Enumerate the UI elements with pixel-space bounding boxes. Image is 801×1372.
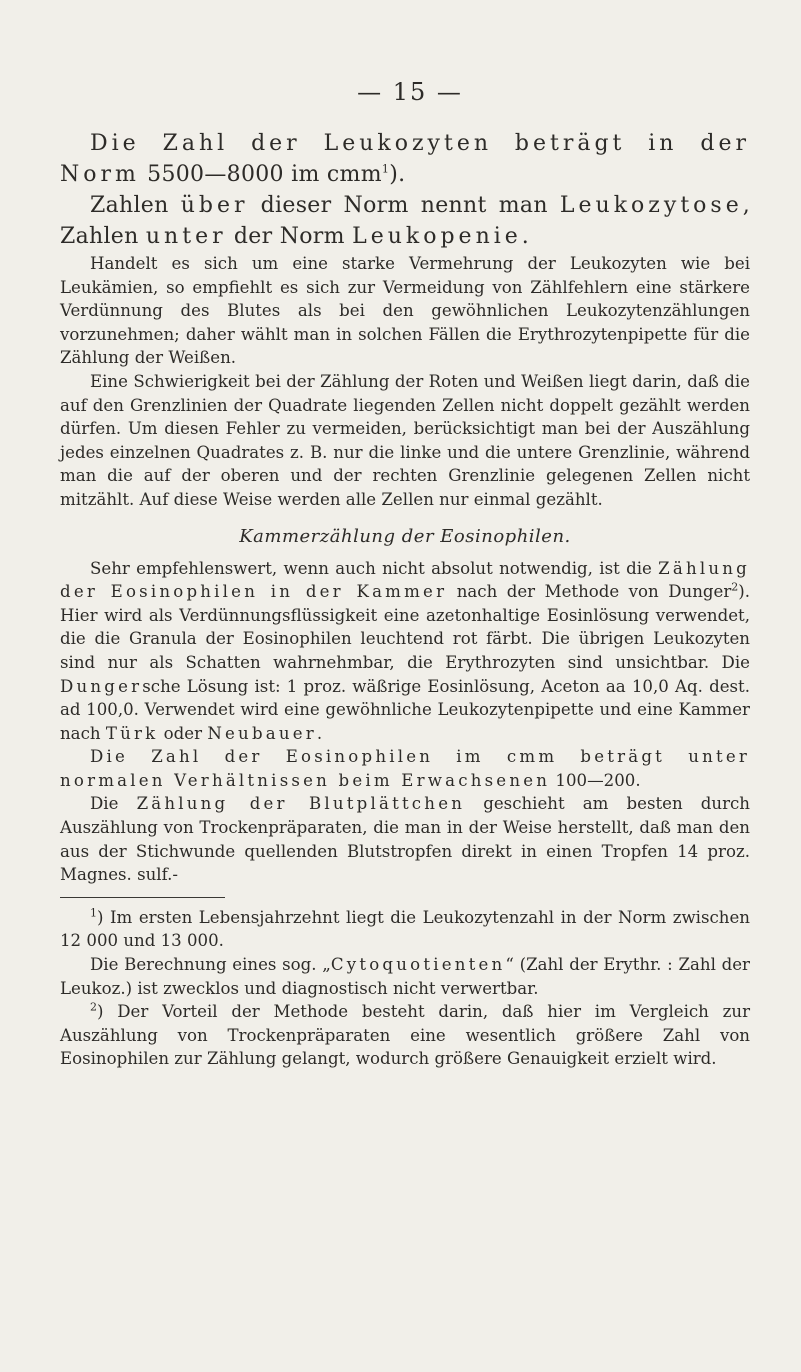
page-content: [60, 78, 750, 1071]
footnote-text: Die Berechnung eines sog. „: [90, 955, 331, 975]
lead-term-unter: unter: [145, 224, 227, 249]
para-text: ). Hier wird als Verdünnungsflüssigkeit eine azetonhaltige Eosinlösung verwendet, die die Granula der Eosinophilen leuchtend rot färbt. Die übrigen Leukozyten sind nur als Schatten wahrnehmbar, die Erythrozyten sind unsichtbar. Die: [60, 582, 751, 672]
footnote-text: ) Der Vorteil der Methode besteht darin, daß hier im Vergleich zur Auszählung von Trockenpräparaten eine wesentlich größere Zahl von Eosinophilen zur Zählung gelangt, wodurch größere Genauigkeit erzielt wird.: [60, 1002, 750, 1069]
para-text: 100—200.: [550, 770, 641, 790]
lead-text: , Zahlen: [60, 193, 751, 249]
footnote-marker-2: 2: [90, 1000, 97, 1014]
para-text: .: [316, 723, 323, 743]
paragraph-grenzlinien: Eine Schwierigkeit bei der Zählung der Roten und Weißen liegt darin, daß die auf den Grenzlinien der Quadrate liegenden Zellen nicht doppelt gezählt werden dürfen. Um diesen Fehler zu vermeiden, berücksichtigt man bei der Auszählung jedes einzelnen Quadrates z. B. nur die linke und die untere Grenzlinie, während man die auf der oberen und der rechten Grenzlinie gelegenen Zellen nicht mitzählt. Auf diese Weise werden alle Zellen nur einmal gezählt.: [60, 371, 750, 509]
emphasis-dunger: Dunger: [60, 676, 143, 696]
para-text: oder: [158, 723, 208, 743]
para-text: Sehr empfehlenswert, wenn auch nicht absolut notwendig, ist die: [90, 558, 659, 578]
footnote-divider: [60, 897, 225, 898]
page-number: — 15 —: [357, 78, 463, 106]
para-text: nach der Methode von Dunger: [447, 582, 732, 602]
lead-text: .: [521, 224, 530, 249]
para-text: sche Lösung ist: 1 proz. wäßrige Eosinlösung, Aceton aa 10,0 Aq. dest. ad 100,0. Verwendet wird eine gewöhnliche Leukozytenpipette und eine Kammer nach: [60, 676, 750, 743]
lead-term-leukozytose: Leukozytose: [559, 193, 743, 218]
paragraph-blutplaettchen: [60, 792, 750, 886]
emphasis-cytoquotienten: Cytoquotienten: [330, 955, 506, 975]
lead-text: dieser Norm nennt man: [248, 193, 560, 218]
footnote-marker-1: 1: [90, 906, 97, 920]
lead-text: der Norm: [226, 224, 353, 249]
paragraph-eosinophilen-zahl: [60, 745, 750, 792]
lead-paragraph-norm: [60, 128, 750, 190]
emphasis-tuerk: Türk: [105, 723, 159, 743]
footnote-1: [60, 906, 750, 953]
lead-paragraph-terms: [60, 190, 750, 252]
lead-norm-range: 5500—8000 im cmm: [139, 162, 382, 187]
lead-text: Zahlen: [90, 193, 181, 218]
emphasis-zaehlung-eosinophilen: Zählung der Eosinophilen in der Kammer: [60, 558, 750, 602]
footnote-2: [60, 1000, 750, 1071]
section-heading-eosinophilen: Kammerzählung der Eosinophilen.: [239, 525, 571, 547]
footnote-ref-1: 1: [381, 162, 390, 176]
para-text: Die: [90, 794, 137, 814]
footnote-1-continued: [60, 953, 750, 1000]
paragraph-leukaemie: Handelt es sich um eine starke Vermehrung der Leukozyten wie bei Leukämien, so empfiehlt es sich zur Vermeidung von Zählfehlern eine stärkere Verdünnung des Blutes als bei den gewöhnlichen Leukozytenzählungen vorzunehmen; daher wählt man in solchen Fällen die Erythrozytenpipette für die Zählung der Weißen.: [60, 254, 750, 368]
paragraph-eosinophilen-methode: [60, 557, 750, 746]
emphasis-neubauer: Neubauer: [207, 723, 317, 743]
emphasis-blutplaettchen: Zählung der Blutplättchen: [136, 794, 466, 814]
para-text: geschieht am besten durch Auszählung von Trockenpräparaten, die man in der Weise herstellt, daß man den aus der Stichwunde quellenden Blutstropfen direkt in einen Tropfen 14 proz. Magnes. sulf.-: [60, 794, 750, 885]
lead-norm-spaced: Die Zahl der Leukozyten beträgt in der Norm: [60, 131, 750, 187]
footnote-text: ) Im ersten Lebensjahrzehnt liegt die Leukozytenzahl in der Norm zwischen 12 000 und 13 000.: [60, 907, 750, 951]
footnote-text: “ (Zahl der Erythr. : Zahl der Leukoz.) ist zwecklos und diagnostisch nicht verwertbar.: [60, 955, 750, 998]
lead-term-leukopenie: Leukopenie: [352, 224, 522, 249]
lead-norm-close: ).: [389, 162, 406, 187]
emphasis-eosinophilen-zahl: Die Zahl der Eosinophilen im cmm beträgt unter normalen Verhältnissen beim Erwachsenen: [60, 747, 750, 790]
lead-term-ueber: über: [180, 193, 249, 218]
footnote-ref-2: 2: [731, 580, 739, 594]
